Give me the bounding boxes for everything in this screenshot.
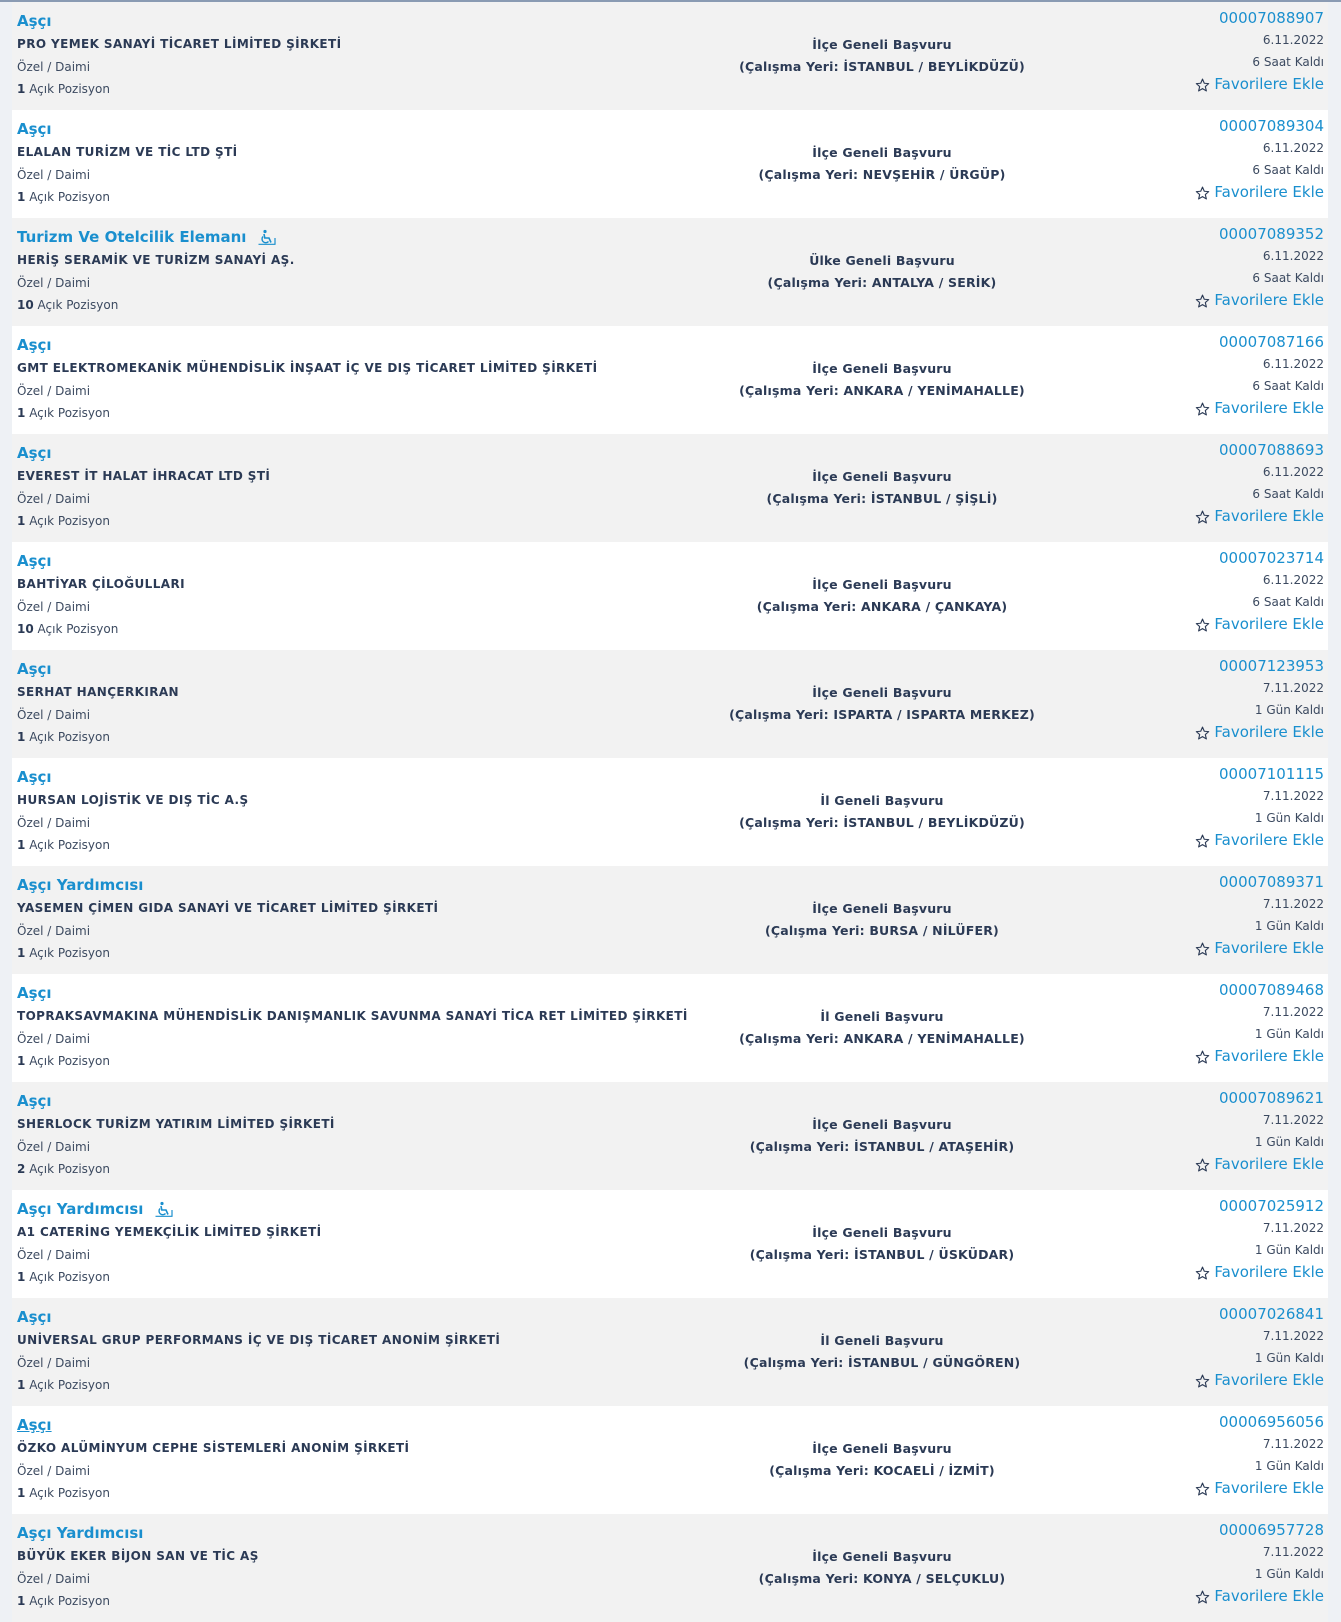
job-main-info <box>17 1197 697 1286</box>
listing-date: 7.11.2022 <box>1262 1545 1324 1559</box>
company-name: SERHAT HANÇERKIRAN <box>17 685 179 699</box>
job-listing-row[interactable] <box>12 2 1328 110</box>
time-remaining: 1 Gün Kaldı <box>1254 1135 1324 1149</box>
company-name: UNİVERSAL GRUP PERFORMANS İÇ VE DIŞ TİCARET ANONİM ŞİRKETİ <box>17 1333 501 1347</box>
open-positions-count: 1 <box>17 82 26 96</box>
open-positions <box>17 1484 697 1502</box>
work-location: (Çalışma Yeri: ISPARTA / ISPARTA MERKEZ) <box>729 707 1035 722</box>
add-to-favorites-label: Favorilere Ekle <box>1214 1263 1324 1281</box>
listing-meta <box>1195 223 1324 311</box>
add-to-favorites-label: Favorilere Ekle <box>1214 615 1324 633</box>
add-to-favorites-button[interactable] <box>1195 1477 1324 1499</box>
employment-type: Özel / Daimi <box>17 168 91 182</box>
time-remaining: 1 Gün Kaldı <box>1254 1459 1324 1473</box>
job-listing-row[interactable] <box>12 1190 1328 1298</box>
open-positions <box>17 80 697 98</box>
add-to-favorites-label: Favorilere Ekle <box>1214 1587 1324 1605</box>
scope-label: İlçe Geneli Başvuru <box>812 901 952 916</box>
job-listing-row[interactable] <box>12 1082 1328 1190</box>
time-remaining: 6 Saat Kaldı <box>1252 595 1324 609</box>
job-main-info <box>17 981 697 1070</box>
job-listing-row[interactable] <box>12 542 1328 650</box>
job-main-info <box>17 1305 697 1394</box>
listing-number-link[interactable]: 00007088693 <box>1219 441 1324 459</box>
scope-label: İlçe Geneli Başvuru <box>812 469 952 484</box>
open-positions-count: 10 <box>17 622 34 636</box>
job-title-link[interactable]: Aşçı <box>17 660 52 678</box>
job-listing-row[interactable] <box>12 1298 1328 1406</box>
listing-meta <box>1195 763 1324 851</box>
job-title-link[interactable]: Aşçı <box>17 768 52 786</box>
star-icon <box>1195 77 1210 92</box>
job-title-link[interactable]: Aşçı <box>17 444 52 462</box>
listing-number-link[interactable]: 00007089304 <box>1219 117 1324 135</box>
job-main-info <box>17 765 697 854</box>
scope-label: İlçe Geneli Başvuru <box>812 1117 952 1132</box>
listing-number-link[interactable]: 00006957728 <box>1219 1521 1324 1539</box>
listing-date: 6.11.2022 <box>1262 141 1324 155</box>
listing-number-link[interactable]: 00007089352 <box>1219 225 1324 243</box>
company-name: EVEREST İT HALAT İHRACAT LTD ŞTİ <box>17 469 271 483</box>
add-to-favorites-button[interactable] <box>1195 1585 1324 1607</box>
time-remaining: 1 Gün Kaldı <box>1254 1567 1324 1581</box>
job-listing-row[interactable] <box>12 866 1328 974</box>
open-positions-label: Açık Pozisyon <box>37 298 119 312</box>
job-listing-row[interactable] <box>12 434 1328 542</box>
star-icon <box>1195 401 1210 416</box>
open-positions-count: 1 <box>17 730 26 744</box>
star-icon <box>1195 185 1210 200</box>
work-location: (Çalışma Yeri: ANTALYA / SERİK) <box>767 275 997 290</box>
add-to-favorites-button[interactable] <box>1195 1045 1324 1067</box>
open-positions <box>17 1592 697 1610</box>
add-to-favorites-button[interactable] <box>1195 613 1324 635</box>
time-remaining: 6 Saat Kaldı <box>1252 55 1324 69</box>
time-remaining: 6 Saat Kaldı <box>1252 379 1324 393</box>
star-icon <box>1195 509 1210 524</box>
add-to-favorites-label: Favorilere Ekle <box>1214 1371 1324 1389</box>
application-scope <box>712 466 1052 510</box>
job-title <box>17 981 697 1005</box>
open-positions-label: Açık Pozisyon <box>37 622 119 636</box>
job-title <box>17 1197 697 1221</box>
job-title-link[interactable]: Aşçı <box>17 984 52 1002</box>
employment-type: Özel / Daimi <box>17 708 91 722</box>
company-name: ELALAN TURİZM VE TİC LTD ŞTİ <box>17 145 238 159</box>
employment-type: Özel / Daimi <box>17 492 91 506</box>
company-name: A1 CATERİNG YEMEKÇİLİK LİMİTED ŞİRKETİ <box>17 1225 322 1239</box>
company-name: HURSAN LOJİSTİK VE DIŞ TİC A.Ş <box>17 793 249 807</box>
listing-number-link[interactable]: 00007023714 <box>1219 549 1324 567</box>
job-listing-row[interactable] <box>12 650 1328 758</box>
scope-label: İlçe Geneli Başvuru <box>812 1225 952 1240</box>
add-to-favorites-label: Favorilere Ekle <box>1214 291 1324 309</box>
work-location: (Çalışma Yeri: İSTANBUL / BEYLİKDÜZÜ) <box>739 59 1025 74</box>
open-positions <box>17 1268 697 1286</box>
application-scope <box>712 898 1052 942</box>
open-positions-label: Açık Pozisyon <box>29 1594 110 1608</box>
job-listing-row[interactable] <box>12 110 1328 218</box>
job-title <box>17 441 697 465</box>
job-title-link[interactable]: Aşçı <box>17 1416 52 1434</box>
employment-type: Özel / Daimi <box>17 924 91 938</box>
listing-date: 7.11.2022 <box>1262 1221 1324 1235</box>
listing-meta <box>1195 331 1324 419</box>
listing-meta <box>1195 871 1324 959</box>
job-title <box>17 1521 697 1545</box>
open-positions-label: Açık Pozisyon <box>29 1054 110 1068</box>
open-positions-count: 2 <box>17 1162 26 1176</box>
job-listing-row[interactable] <box>12 1406 1328 1514</box>
job-main-info <box>17 441 697 530</box>
star-icon <box>1195 1481 1210 1496</box>
company-name: ÖZKO ALÜMİNYUM CEPHE SİSTEMLERİ ANONİM ŞİRKETİ <box>17 1441 410 1455</box>
open-positions <box>17 512 697 530</box>
job-main-info <box>17 1521 697 1610</box>
job-title-link[interactable]: Aşçı <box>17 120 52 138</box>
job-main-info <box>17 1089 697 1178</box>
star-icon <box>1195 833 1210 848</box>
work-location: (Çalışma Yeri: İSTANBUL / ATAŞEHİR) <box>749 1139 1015 1154</box>
job-title <box>17 549 697 573</box>
scope-label: İlçe Geneli Başvuru <box>812 1441 952 1456</box>
job-title <box>17 1089 697 1113</box>
application-scope <box>712 142 1052 186</box>
open-positions-count: 1 <box>17 1378 26 1392</box>
job-title-link[interactable]: Turizm Ve Otelcilik Elemanı <box>17 228 247 246</box>
job-listing-row[interactable] <box>12 758 1328 866</box>
work-location: (Çalışma Yeri: KONYA / SELÇUKLU) <box>758 1571 1006 1586</box>
listing-meta <box>1195 1519 1324 1607</box>
open-positions-label: Açık Pozisyon <box>29 1378 110 1392</box>
open-positions <box>17 1160 697 1178</box>
job-main-info <box>17 333 697 422</box>
job-title <box>17 765 697 789</box>
listing-meta <box>1195 115 1324 203</box>
open-positions <box>17 296 697 314</box>
application-scope <box>712 682 1052 726</box>
time-remaining: 1 Gün Kaldı <box>1254 811 1324 825</box>
company-name: PRO YEMEK SANAYİ TİCARET LİMİTED ŞİRKETİ <box>17 37 342 51</box>
job-listing-row[interactable] <box>12 218 1328 326</box>
add-to-favorites-label: Favorilere Ekle <box>1214 75 1324 93</box>
employment-type: Özel / Daimi <box>17 1140 91 1154</box>
company-name: HERİŞ SERAMİK VE TURİZM SANAYİ AŞ. <box>17 253 295 267</box>
scope-label: İlçe Geneli Başvuru <box>812 361 952 376</box>
open-positions-label: Açık Pozisyon <box>29 838 110 852</box>
add-to-favorites-button[interactable] <box>1195 289 1324 311</box>
listing-meta <box>1195 7 1324 95</box>
listing-date: 7.11.2022 <box>1262 789 1324 803</box>
application-scope <box>712 790 1052 834</box>
time-remaining: 6 Saat Kaldı <box>1252 163 1324 177</box>
star-icon <box>1195 1373 1210 1388</box>
open-positions-count: 1 <box>17 406 26 420</box>
employment-type: Özel / Daimi <box>17 600 91 614</box>
job-title <box>17 657 697 681</box>
open-positions-label: Açık Pozisyon <box>29 1486 110 1500</box>
application-scope <box>712 1006 1052 1050</box>
scope-label: Ülke Geneli Başvuru <box>809 253 955 268</box>
star-icon <box>1195 1157 1210 1172</box>
employment-type: Özel / Daimi <box>17 1356 91 1370</box>
job-title-link[interactable]: Aşçı Yardımcısı <box>17 1524 144 1542</box>
company-name: BÜYÜK EKER BİJON SAN VE TİC AŞ <box>17 1549 259 1563</box>
listing-number-link[interactable]: 00007026841 <box>1219 1305 1324 1323</box>
listing-number-link[interactable]: 00007123953 <box>1219 657 1324 675</box>
star-icon <box>1195 1049 1210 1064</box>
listing-meta <box>1195 1411 1324 1499</box>
open-positions <box>17 404 697 422</box>
listing-date: 6.11.2022 <box>1262 573 1324 587</box>
open-positions-count: 10 <box>17 298 34 312</box>
employment-type: Özel / Daimi <box>17 1032 91 1046</box>
add-to-favorites-label: Favorilere Ekle <box>1214 1047 1324 1065</box>
listing-meta <box>1195 655 1324 743</box>
listing-meta <box>1195 979 1324 1067</box>
job-title-link[interactable]: Aşçı <box>17 12 52 30</box>
job-main-info <box>17 225 697 314</box>
work-location: (Çalışma Yeri: İSTANBUL / ÜSKÜDAR) <box>749 1247 1015 1262</box>
disabled-accessible-icon <box>258 229 276 245</box>
listing-number-link[interactable]: 00007089621 <box>1219 1089 1324 1107</box>
listing-date: 6.11.2022 <box>1262 33 1324 47</box>
job-title-link[interactable]: Aşçı Yardımcısı <box>17 1200 144 1218</box>
employment-type: Özel / Daimi <box>17 816 91 830</box>
job-main-info <box>17 549 697 638</box>
open-positions <box>17 1376 697 1394</box>
star-icon <box>1195 293 1210 308</box>
add-to-favorites-label: Favorilere Ekle <box>1214 183 1324 201</box>
listing-meta <box>1195 439 1324 527</box>
work-location: (Çalışma Yeri: KOCAELİ / İZMİT) <box>769 1463 995 1478</box>
work-location: (Çalışma Yeri: ANKARA / YENİMAHALLE) <box>739 1031 1025 1046</box>
listing-number-link[interactable]: 00007089468 <box>1219 981 1324 999</box>
add-to-favorites-button[interactable] <box>1195 181 1324 203</box>
job-listing-row[interactable] <box>12 1514 1328 1622</box>
scope-label: İlçe Geneli Başvuru <box>812 577 952 592</box>
add-to-favorites-label: Favorilere Ekle <box>1214 1479 1324 1497</box>
job-main-info <box>17 1413 697 1502</box>
application-scope <box>712 34 1052 78</box>
open-positions-label: Açık Pozisyon <box>29 82 110 96</box>
job-title <box>17 1305 697 1329</box>
time-remaining: 1 Gün Kaldı <box>1254 1243 1324 1257</box>
open-positions-count: 1 <box>17 838 26 852</box>
listing-meta <box>1195 1087 1324 1175</box>
scope-label: İlçe Geneli Başvuru <box>812 145 952 160</box>
open-positions-count: 1 <box>17 1054 26 1068</box>
listing-number-link[interactable]: 00007025912 <box>1219 1197 1324 1215</box>
open-positions-label: Açık Pozisyon <box>29 406 110 420</box>
add-to-favorites-button[interactable] <box>1195 1153 1324 1175</box>
listing-number-link[interactable]: 00006956056 <box>1219 1413 1324 1431</box>
employment-type: Özel / Daimi <box>17 276 91 290</box>
open-positions <box>17 944 697 962</box>
add-to-favorites-button[interactable] <box>1195 1261 1324 1283</box>
listing-number-link[interactable]: 00007101115 <box>1219 765 1324 783</box>
time-remaining: 6 Saat Kaldı <box>1252 271 1324 285</box>
listing-number-link[interactable]: 00007088907 <box>1219 9 1324 27</box>
job-listing-row[interactable] <box>12 326 1328 434</box>
listing-date: 7.11.2022 <box>1262 1329 1324 1343</box>
open-positions-count: 1 <box>17 1594 26 1608</box>
listing-meta <box>1195 1195 1324 1283</box>
add-to-favorites-button[interactable] <box>1195 397 1324 419</box>
work-location: (Çalışma Yeri: İSTANBUL / BEYLİKDÜZÜ) <box>739 815 1025 830</box>
star-icon <box>1195 941 1210 956</box>
job-title-link[interactable]: Aşçı <box>17 552 52 570</box>
job-listing-row[interactable] <box>12 974 1328 1082</box>
listing-number-link[interactable]: 00007087166 <box>1219 333 1324 351</box>
add-to-favorites-label: Favorilere Ekle <box>1214 939 1324 957</box>
open-positions-label: Açık Pozisyon <box>29 514 110 528</box>
job-title <box>17 9 697 33</box>
listing-date: 7.11.2022 <box>1262 1437 1324 1451</box>
application-scope <box>712 1330 1052 1374</box>
add-to-favorites-button[interactable] <box>1195 829 1324 851</box>
open-positions-label: Açık Pozisyon <box>29 730 110 744</box>
job-title-link[interactable]: Aşçı Yardımcısı <box>17 876 144 894</box>
company-name: TOPRAKSAVMAKINA MÜHENDİSLİK DANIŞMANLIK SAVUNMA SANAYİ TİCA RET LİMİTED ŞİRKETİ <box>17 1009 688 1023</box>
star-icon <box>1195 1589 1210 1604</box>
open-positions-label: Açık Pozisyon <box>29 1270 110 1284</box>
company-name: GMT ELEKTROMEKANİK MÜHENDİSLİK İNŞAAT İÇ VE DIŞ TİCARET LİMİTED ŞİRKETİ <box>17 361 598 375</box>
company-name: YASEMEN ÇİMEN GIDA SANAYİ VE TİCARET LİMİTED ŞİRKETİ <box>17 901 439 915</box>
company-name: SHERLOCK TURİZM YATIRIM LİMİTED ŞİRKETİ <box>17 1117 335 1131</box>
job-main-info <box>17 117 697 206</box>
add-to-favorites-button[interactable] <box>1195 73 1324 95</box>
job-title <box>17 873 697 897</box>
work-location: (Çalışma Yeri: İSTANBUL / GÜNGÖREN) <box>743 1355 1021 1370</box>
open-positions-label: Açık Pozisyon <box>29 190 110 204</box>
job-title <box>17 333 697 357</box>
employment-type: Özel / Daimi <box>17 1572 91 1586</box>
open-positions-count: 1 <box>17 1486 26 1500</box>
employment-type: Özel / Daimi <box>17 1248 91 1262</box>
job-main-info <box>17 873 697 962</box>
listing-number-link[interactable]: 00007089371 <box>1219 873 1324 891</box>
time-remaining: 1 Gün Kaldı <box>1254 703 1324 717</box>
star-icon <box>1195 617 1210 632</box>
scope-label: İlçe Geneli Başvuru <box>812 1549 952 1564</box>
scope-label: İl Geneli Başvuru <box>820 793 944 808</box>
add-to-favorites-label: Favorilere Ekle <box>1214 507 1324 525</box>
work-location: (Çalışma Yeri: BURSA / NİLÜFER) <box>765 923 999 938</box>
add-to-favorites-button[interactable] <box>1195 721 1324 743</box>
job-title-link[interactable]: Aşçı <box>17 1092 52 1110</box>
work-location: (Çalışma Yeri: ANKARA / ÇANKAYA) <box>756 599 1008 614</box>
star-icon <box>1195 1265 1210 1280</box>
open-positions <box>17 836 697 854</box>
open-positions-count: 1 <box>17 514 26 528</box>
company-name: BAHTİYAR ÇİLOĞULLARI <box>17 577 185 591</box>
open-positions-count: 1 <box>17 1270 26 1284</box>
scope-label: İl Geneli Başvuru <box>820 1009 944 1024</box>
scope-label: İlçe Geneli Başvuru <box>812 37 952 52</box>
application-scope <box>712 1222 1052 1266</box>
scope-label: İlçe Geneli Başvuru <box>812 685 952 700</box>
application-scope <box>712 250 1052 294</box>
add-to-favorites-button[interactable] <box>1195 937 1324 959</box>
time-remaining: 1 Gün Kaldı <box>1254 1027 1324 1041</box>
open-positions <box>17 728 697 746</box>
open-positions-count: 1 <box>17 190 26 204</box>
listing-date: 7.11.2022 <box>1262 1113 1324 1127</box>
listing-date: 6.11.2022 <box>1262 357 1324 371</box>
job-title-link[interactable]: Aşçı <box>17 336 52 354</box>
employment-type: Özel / Daimi <box>17 384 91 398</box>
star-icon <box>1195 725 1210 740</box>
disabled-accessible-icon <box>155 1201 173 1217</box>
time-remaining: 1 Gün Kaldı <box>1254 1351 1324 1365</box>
add-to-favorites-label: Favorilere Ekle <box>1214 831 1324 849</box>
employment-type: Özel / Daimi <box>17 1464 91 1478</box>
job-title <box>17 225 697 249</box>
listing-date: 7.11.2022 <box>1262 897 1324 911</box>
open-positions <box>17 620 697 638</box>
add-to-favorites-label: Favorilere Ekle <box>1214 1155 1324 1173</box>
open-positions <box>17 1052 697 1070</box>
listing-date: 6.11.2022 <box>1262 249 1324 263</box>
employment-type: Özel / Daimi <box>17 60 91 74</box>
listing-meta <box>1195 1303 1324 1391</box>
listing-meta <box>1195 547 1324 635</box>
listing-date: 7.11.2022 <box>1262 1005 1324 1019</box>
work-location: (Çalışma Yeri: ANKARA / YENİMAHALLE) <box>739 383 1025 398</box>
application-scope <box>712 574 1052 618</box>
job-main-info <box>17 657 697 746</box>
job-listing-table <box>12 2 1328 1622</box>
job-title <box>17 117 697 141</box>
scope-label: İl Geneli Başvuru <box>820 1333 944 1348</box>
time-remaining: 6 Saat Kaldı <box>1252 487 1324 501</box>
open-positions <box>17 188 697 206</box>
add-to-favorites-button[interactable] <box>1195 505 1324 527</box>
add-to-favorites-label: Favorilere Ekle <box>1214 723 1324 741</box>
application-scope <box>712 1114 1052 1158</box>
job-title <box>17 1413 697 1437</box>
listing-date: 6.11.2022 <box>1262 465 1324 479</box>
open-positions-count: 1 <box>17 946 26 960</box>
application-scope <box>712 1546 1052 1590</box>
work-location: (Çalışma Yeri: İSTANBUL / ŞİŞLİ) <box>766 491 998 506</box>
application-scope <box>712 1438 1052 1482</box>
add-to-favorites-label: Favorilere Ekle <box>1214 399 1324 417</box>
listing-date: 7.11.2022 <box>1262 681 1324 695</box>
open-positions-label: Açık Pozisyon <box>29 1162 110 1176</box>
work-location: (Çalışma Yeri: NEVŞEHİR / ÜRGÜP) <box>758 167 1006 182</box>
time-remaining: 1 Gün Kaldı <box>1254 919 1324 933</box>
application-scope <box>712 358 1052 402</box>
open-positions-label: Açık Pozisyon <box>29 946 110 960</box>
job-title-link[interactable]: Aşçı <box>17 1308 52 1326</box>
job-main-info <box>17 9 697 98</box>
add-to-favorites-button[interactable] <box>1195 1369 1324 1391</box>
